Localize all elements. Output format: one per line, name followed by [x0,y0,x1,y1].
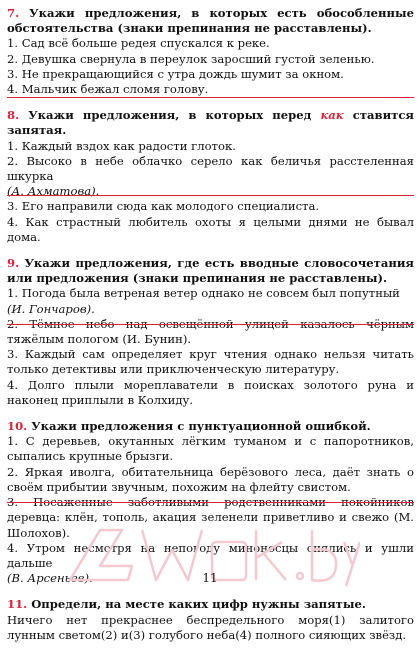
task-7-question [7,6,414,36]
task-7-item-4: 4. Мальчик бежал сломя голову. [7,82,209,97]
task-9 [7,256,414,408]
task-9-item-4: 4. Долго плыли мореплаватели в поисках золотого руна и наконец приплыли в Колхиду. [7,377,414,407]
task-8-item-4: 4. Как страстный любитель охоты я целыми днями не бывал дома. [7,214,414,244]
task-7-item-2: 2. Девушка свернула в переулок заросший густой зеленью. [7,51,375,66]
task-10-item-3: 3. Посаженные заботливыми родственниками покойников деревца: клён, тополь, акация зеленели приветливо и свежо (М. Шолохов). [7,495,414,540]
task-10-item-4-author: (В. Арсеньев). [7,571,93,586]
task-7 [7,6,414,97]
task-9-item-3: 3. Каждый сам определяет круг чтения однако нельзя читать только детективы или приключенческую литературу. [7,347,414,377]
task-11-item-1: Ничего нет прекраснее беспредельного моря(1) залитого лунным светом(2) и(3) голубого неба(4) полного сияющих звёзд. [7,612,414,642]
page-number: 11 [202,571,218,585]
task-10-item-4: 4. Утром несмотря на непогоду миноносцы снялись и ушли дальше [7,540,414,570]
task-9-question [7,256,414,286]
task-11 [7,597,414,643]
task-7-item-1: 1. Сад всё больше редея спускался к реке. [7,36,270,51]
task-7-title: Укажи предложения, в которых есть обособленные обстоятельства (знаки препинания не расставлены). [7,6,414,36]
task-8-number: 8. [7,108,20,123]
task-10-number: 10. [7,419,28,434]
task-7-number: 7. [7,6,20,20]
task-8 [7,108,414,245]
task-10-title: Укажи предложения с пунктуационной ошибкой. [27,419,371,434]
task-11-title: Определи, на месте каких цифр нужны запятые. [27,597,366,612]
task-8-title-start: Укажи предложения, в которых перед [19,108,321,123]
task-7-item-3: 3. Не прекращающийся с утра дождь шумит за окном. [7,66,344,81]
task-9-item-1-author: (И. Гончаров). [7,301,95,316]
task-9-item-2: 2. Тёмное небо над освещённой улицей казалось чёрным тяжёлым пологом (И. Бунин). [7,316,414,347]
task-9-number: 9. [7,256,20,271]
task-list [7,6,414,654]
task-9-title: Укажи предложения, где есть вводные словосочетания или предложения (знаки препинания не расставлены). [7,256,414,286]
task-8-keyword: как [320,108,344,123]
divider-8-9 [7,195,414,196]
task-8-item-2: 2. Высоко в небе облачко серело как беличья расстеленная шкурка [7,153,414,184]
divider-9-10 [7,324,414,325]
task-8-item-2-author: (А. Ахматова). [7,184,100,199]
task-8-item-1: 1. Каждый вздох как радости глоток. [7,138,236,153]
task-8-question [7,108,414,138]
divider-10-11 [7,502,414,503]
task-8-item-3: 3. Его направили сюда как молодого специалиста. [7,199,320,214]
divider-7-8 [7,97,414,98]
task-8-title-end: ставится запятая. [7,108,414,138]
task-11-number: 11. [7,597,28,612]
task-9-item-1: 1. Погода была ветреная ветер однако не совсем был попутный [7,286,400,301]
task-10-item-2: 2. Яркая иволга, обитательница берёзового леса, даёт знать о своём прибытии звучным, похожим на флейту свистом. [7,464,414,494]
task-10-question [7,419,414,434]
task-10-item-1: 1. С деревьев, окутанных лёгким туманом и с папоротников, сыпались крупные брызги. [7,434,414,464]
